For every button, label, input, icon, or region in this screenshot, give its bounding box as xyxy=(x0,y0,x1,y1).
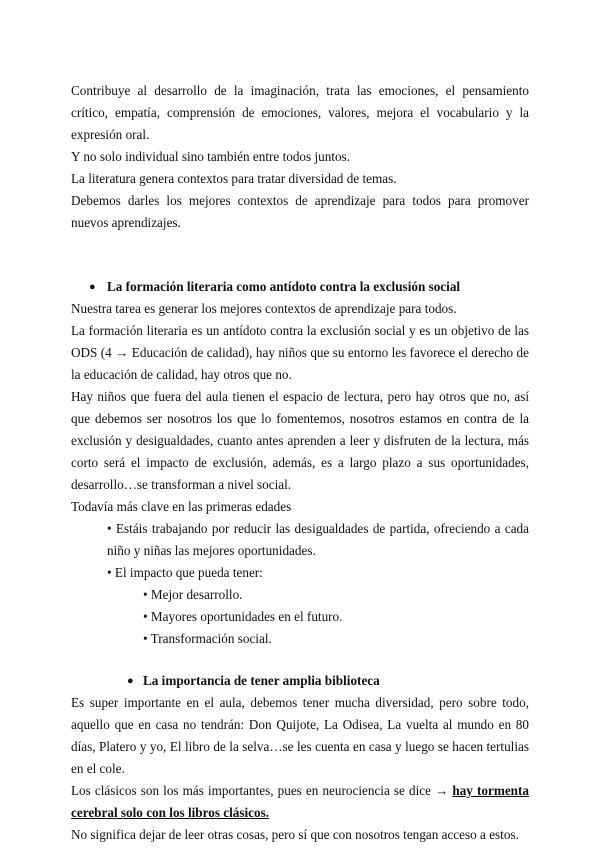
section-heading-text: La importancia de tener amplia biblioteca xyxy=(143,673,380,688)
section1-paragraph-4: Todavía más clave en las primeras edades xyxy=(71,499,292,514)
list-item: • El impacto que pueda tener: xyxy=(107,565,263,580)
section1-paragraph-2: La formación literaria es un antídoto contra la exclusión social y es un objetivo de las ODS (4 → Educación de calidad), hay niños que su entorno les favorece el derecho de la educación de calidad, hay otros que no. xyxy=(71,323,529,382)
bullet-icon: ● xyxy=(127,675,134,687)
intro-paragraph-3: La literatura genera contextos para tratar diversidad de temas. xyxy=(71,171,397,186)
section2-paragraph-3: No significa dejar de leer otras cosas, pero sí que con nosotros tengan acceso a estos. xyxy=(71,827,519,842)
list-item: • Estáis trabajando por reducir las desigualdades de partida, ofreciendo a cada niño y niñas las mejores oportunidades. xyxy=(107,521,529,558)
intro-paragraph-2: Y no solo individual sino también entre todos juntos. xyxy=(71,149,350,164)
section-heading-exclusion xyxy=(71,276,529,298)
emphasized-text: hay tormenta cerebral solo con los libros clásicos. xyxy=(71,783,529,820)
sub-list-item: • Transformación social. xyxy=(143,631,272,646)
spacer xyxy=(71,650,529,670)
section-heading-text: La formación literaria como antídoto contra la exclusión social xyxy=(107,279,461,294)
intro-paragraph-4: Debemos darles los mejores contextos de aprendizaje para todos para promover nuevos aprendizajes. xyxy=(71,193,529,230)
section1-paragraph-3: Hay niños que fuera del aula tienen el espacio de lectura, pero hay otros que no, así que debemos ser nosotros los que lo fomentemos, nosotros estamos en contra de la exclusión y desigualdades, cuanto antes aprenden a leer y disfruten de la lectura, más corto será el impacto de exclusión, además, es a largo plazo a sus oportunidades, desarrollo…se transforman a nivel social. xyxy=(71,389,529,492)
sub-list-item: • Mayores oportunidades en el futuro. xyxy=(143,609,343,624)
sub-list-item: • Mejor desarrollo. xyxy=(143,587,243,602)
section2-paragraph-2 xyxy=(71,780,529,824)
section-heading-biblioteca xyxy=(71,670,529,692)
bullet-icon: ● xyxy=(89,281,96,293)
section2-paragraph-1: Es super importante en el aula, debemos tener mucha diversidad, pero sobre todo, aquello que en casa no tendrán: Don Quijote, La Odisea, La vuelta al mundo en 80 días, Platero y yo, El libro de la selva…se les cuenta en casa y luego se hacen tertulias en el cole. xyxy=(71,695,529,776)
section1-paragraph-1: Nuestra tarea es generar los mejores contextos de aprendizaje para todos. xyxy=(71,301,457,316)
intro-paragraph-1: Contribuye al desarrollo de la imaginación, trata las emociones, el pensamiento crítico, empatía, comprensión de emociones, valores, mejora el vocabulario y la expresión oral. xyxy=(71,83,529,142)
document-body xyxy=(71,80,529,846)
spacer xyxy=(71,234,529,254)
paragraph-text: Los clásicos son los más importantes, pues en neurociencia se dice → xyxy=(71,783,453,798)
